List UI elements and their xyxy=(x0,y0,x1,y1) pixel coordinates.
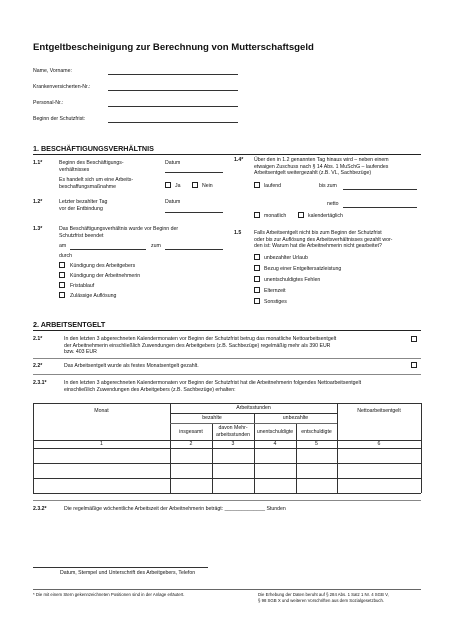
item-2-3-2-text: Die regelmäßige wöchentliche Arbeitszeit der Arbeitnehmerin beträgt: ______________ Stunden xyxy=(64,506,286,512)
nein-checkbox[interactable] xyxy=(192,182,198,188)
footer-law-b: § 98 SGB X und weiteren Vorschriften aus dem Sozialgesetzbuch. xyxy=(258,597,385,603)
item-1-2-datum: Datum xyxy=(165,199,181,205)
item-1-2-number: 1.2* xyxy=(33,199,43,205)
table-col-number: 3 xyxy=(231,441,235,447)
item-1-3-text-a: Das Beschäftigungsverhältnis wurde vor Beginn der xyxy=(59,226,179,232)
item-1-3-zum: zum xyxy=(151,243,161,249)
table-header-mehr-a: davon Mehr- xyxy=(218,425,248,431)
bis-zum-field[interactable] xyxy=(343,189,417,190)
sonstiges-label: Sonstiges xyxy=(264,299,287,305)
item-2-3-2-number: 2.3.2* xyxy=(33,506,47,512)
table-header-insgesamt: insgesamt xyxy=(179,429,203,435)
item-1-1-datum: Datum xyxy=(165,160,181,166)
elternzeit-checkbox[interactable] xyxy=(254,287,260,293)
table-header-arbeitsstunden: Arbeitsstunden xyxy=(236,405,271,411)
item-1-1-date-field[interactable] xyxy=(165,172,223,173)
item-2-1-number: 2.1* xyxy=(33,336,43,342)
item-1-5-number: 1.5 xyxy=(234,230,242,236)
table-header-monat: Monat xyxy=(94,408,109,414)
kuendigung-ag-checkbox[interactable] xyxy=(59,262,65,268)
item-2-1-divider xyxy=(33,358,421,359)
kalendertaeglich-checkbox[interactable] xyxy=(298,212,304,218)
item-1-4-text-c: Arbeitsentgelt weitergezahlt (z.B. VL, Sachbezüge) xyxy=(254,170,372,176)
name-field[interactable] xyxy=(108,74,238,75)
kv-field[interactable] xyxy=(108,90,238,91)
item-1-3-zum-field[interactable] xyxy=(165,249,223,250)
kuendigung-an-label: Kündigung der Arbeitnehmerin xyxy=(70,273,141,279)
table-col-right xyxy=(421,403,422,493)
monatlich-label: monatlich xyxy=(264,213,287,219)
aufloesung-label: Zulässige Auflösung xyxy=(70,293,117,299)
table-rule-row1 xyxy=(33,463,421,464)
item-1-2-date-field[interactable] xyxy=(165,212,223,213)
entgeltersatz-label: Bezug einer Entgeltersatzleistung xyxy=(264,266,342,272)
table-rule-top xyxy=(33,403,421,404)
table-header-unbezahlte: unbezahlte xyxy=(282,415,309,421)
item-1-4-text-b: etwaigen Zuschuss nach § 14 Abs. 1 MuSchG – laufendes xyxy=(254,163,389,170)
item-1-2-text-a: Letzter bezahlter Tag xyxy=(59,199,108,205)
item-1-3-am: am xyxy=(59,243,67,249)
signature-field[interactable] xyxy=(33,567,208,568)
section-1-heading: 1. BESCHÄFTIGUNGSVERHÄLTNIS xyxy=(33,144,154,153)
unentschuldigtes-fehlen-label: unentschuldigtes Fehlen xyxy=(264,277,321,283)
unentschuldigtes-fehlen-checkbox[interactable] xyxy=(254,276,260,282)
table-col-b xyxy=(337,403,338,493)
table-col-number: 6 xyxy=(377,441,381,447)
nein-label: Nein xyxy=(202,183,213,189)
item-2-1-text-a: In den letzten 3 abgerechneten Kalendermonaten vor Beginn der Schutzfrist betrug das monatliche Nettoarbeitsentgelt xyxy=(64,336,337,342)
fristablauf-label: Fristablauf xyxy=(70,283,95,289)
table-rule-row3 xyxy=(33,493,421,494)
schutzfrist-label: Beginn der Schutzfrist: xyxy=(33,116,86,122)
kuendigung-an-checkbox[interactable] xyxy=(59,272,65,278)
signature-label: Datum, Stempel und Unterschrift des Arbeitgebers, Telefon xyxy=(60,570,196,576)
item-1-4-text-a: Über den in 1.2 genannten Tag hinaus wird – neben einem xyxy=(254,157,389,163)
ja-checkbox[interactable] xyxy=(165,182,171,188)
table-col-number: 4 xyxy=(273,441,277,447)
table-header-mehr-b: arbeitsstunden xyxy=(215,431,251,438)
item-1-1-text-b: verhältnisses xyxy=(59,166,90,173)
table-rule-numbers xyxy=(33,448,421,449)
item-1-3-am-field[interactable] xyxy=(70,249,146,250)
laufend-label: laufend xyxy=(264,183,282,189)
kalendertaeglich-label: kalendertäglich xyxy=(308,213,343,219)
table-header-entschuldigte: entschuldigte xyxy=(301,429,332,435)
item-1-1-number: 1.1* xyxy=(33,160,43,166)
section-1-rule xyxy=(33,154,421,155)
section-2-heading: 2. ARBEITSENTGELT xyxy=(33,320,106,329)
item-2-2-number: 2.2* xyxy=(33,363,43,369)
item-1-3-durch: durch xyxy=(59,253,72,259)
unbezahlter-urlaub-label: unbezahlter Urlaub xyxy=(264,255,308,261)
table-col-number: 5 xyxy=(315,441,318,447)
monatlich-checkbox[interactable] xyxy=(254,212,260,218)
item-2-2-text: Das Arbeitsentgelt wurde als festes Monatsentgelt gezahlt. xyxy=(64,363,199,369)
table-rule-sub xyxy=(170,423,337,424)
table-col-number: 2 xyxy=(189,441,193,447)
item-1-3-number: 1.3* xyxy=(33,226,43,232)
item-2-3-1-text-b: einschließlich Zuwendungen des Arbeitgebers (z.B. Sachbezüge) erhalten: xyxy=(64,386,236,393)
entgeltersatz-checkbox[interactable] xyxy=(254,265,260,271)
item-2-3-1-divider xyxy=(33,500,421,501)
table-col-left xyxy=(33,403,34,493)
aufloesung-checkbox[interactable] xyxy=(59,292,65,298)
page-title: Entgeltbescheinigung zur Berechnung von Mutterschaftsgeld xyxy=(33,42,314,53)
item-1-1-text-a: Beginn des Beschäftigungs- xyxy=(59,160,124,166)
table-col-bez-unbez xyxy=(254,413,255,493)
bis-zum-label: bis zum xyxy=(319,183,337,189)
unbezahlter-urlaub-checkbox[interactable] xyxy=(254,254,260,260)
schutzfrist-field[interactable] xyxy=(108,122,238,123)
item-1-1-text-c: Es handelt sich um eine Arbeits- xyxy=(59,177,134,183)
footer-law-a: Die Erhebung der Daten beruht auf § 284 Abs. 1 Satz 1 Nr. 4 SGB V, xyxy=(258,592,389,597)
name-label: Name, Vorname: xyxy=(33,68,72,74)
item-1-5-text-b: oder bis zur Auflösung des Arbeitsverhältnisses gezahlt wor- xyxy=(254,236,393,243)
ja-label: Ja xyxy=(175,183,181,189)
fristablauf-checkbox[interactable] xyxy=(59,282,65,288)
item-2-3-1-number: 2.3.1* xyxy=(33,380,47,386)
table-header-unentschuldigte: unentschuldigte xyxy=(256,429,294,435)
item-1-1-text-d: beschaffungsmaßnahme xyxy=(59,183,117,190)
item-2-2-divider xyxy=(33,374,421,375)
elternzeit-label: Elternzeit xyxy=(264,288,286,294)
item-1-4-number: 1.4* xyxy=(234,157,244,163)
item-2-3-1-text-a: In den letzten 3 abgerechneten Kalendermonaten vor Beginn der Schutzfrist hat die Arbeitnehmerin folgendes Nettoarbeitsentgelt xyxy=(64,380,362,386)
item-2-2-checkbox[interactable] xyxy=(411,362,417,368)
netto-label: netto xyxy=(327,201,339,207)
item-1-2-text-b: vor der Entbindung xyxy=(59,205,103,212)
item-2-1-text-b: der Arbeitnehmerin einschließlich Zuwendungen des Arbeitgebers (z.B. Sachbezüge) regelmäßig mehr als 390 EUR xyxy=(64,342,331,349)
laufend-checkbox[interactable] xyxy=(254,182,260,188)
table-header-bezahlte: bezahlte xyxy=(202,415,222,421)
table-header-netto: Nettoarbeitsentgelt xyxy=(357,408,401,414)
section-2-rule xyxy=(33,330,421,331)
item-1-3-text-b: Schutzfrist beendet xyxy=(59,232,104,239)
footer-note: * Die mit einem Stern gekennzeichneten Positionen sind in der Anlage erläutert. xyxy=(33,592,185,597)
personal-nr-field[interactable] xyxy=(108,106,238,107)
item-1-5-text-a: Falls Arbeitsentgelt nicht bis zum Beginn der Schutzfrist xyxy=(254,230,382,236)
netto-field[interactable] xyxy=(343,207,417,208)
kv-label: Krankenversicherten-Nr.: xyxy=(33,84,91,90)
table-rule-row2 xyxy=(33,478,421,479)
sonstiges-checkbox[interactable] xyxy=(254,298,260,304)
footer-rule xyxy=(33,589,421,590)
item-2-1-checkbox[interactable] xyxy=(411,336,417,342)
item-2-1-text-c: bzw. 403 EUR xyxy=(64,349,97,355)
table-col-number: 1 xyxy=(100,441,103,447)
personal-nr-label: Personal-Nr.: xyxy=(33,100,64,106)
item-1-5-text-c: den ist: Warum hat die Arbeitnehmerin nicht gearbeitet? xyxy=(254,243,382,249)
kuendigung-ag-label: Kündigung des Arbeitgebers xyxy=(70,263,136,269)
